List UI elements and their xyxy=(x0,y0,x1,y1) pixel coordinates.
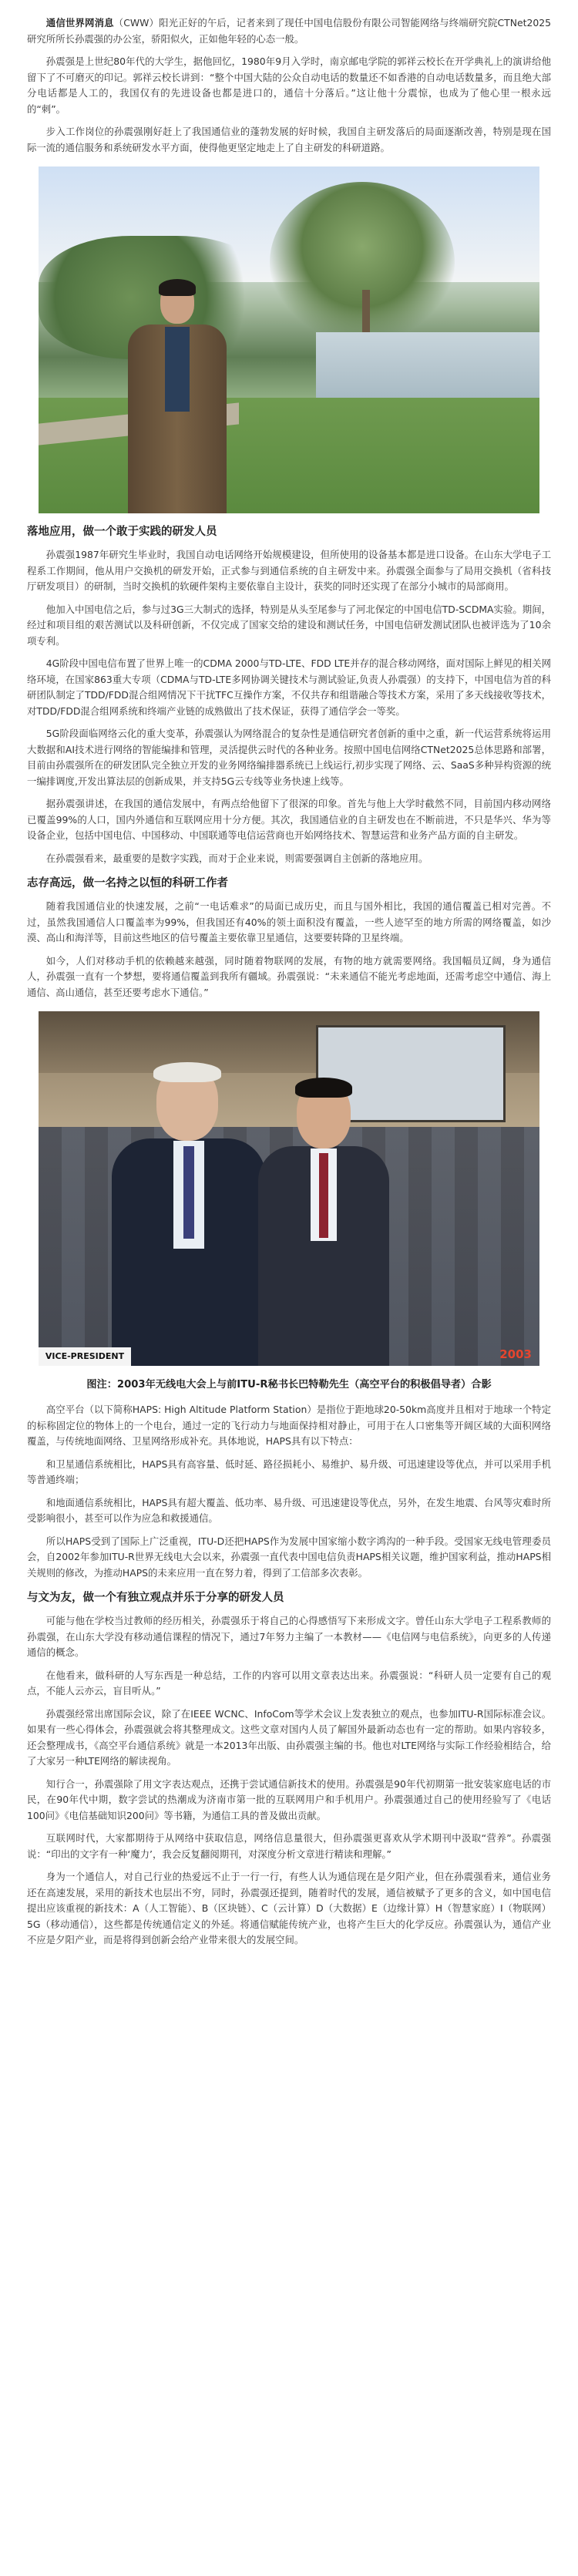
paragraph: 孙震强经常出席国际会议，除了在IEEE WCNC、InfoCom等学术会议上发表独立的观点，也参加ITU-R国际标准会议。如果有一些心得体会，孙震强就会将其整理成文。这些文章对国内人员了解国外最新动态也有一定的帮助。如果内容较多，还会整理成书，《高空平台通信系统》就是一本2013年出版、由孙震强主编的书。他也对LTE网络与实际工作经验相结合，给了大家另一种LTE网络的解读视角。 xyxy=(27,1707,551,1767)
paragraph: 所以HAPS受到了国际上广泛重视，ITU-D还把HAPS作为发展中国家缩小数字鸿沟的一种手段。受国家无线电管理委员会，自2002年参加ITU-R世界无线电大会以来，孙震强一直代表中国电信负责HAPS相关议题，维护国家利益，推动HAPS相关规则的修改，为推动HAPS的未来应用一直在努力着，得到了工信部多次表彰。 xyxy=(27,1535,551,1579)
person-hair xyxy=(159,279,196,296)
photo-person-right xyxy=(258,1081,389,1366)
paragraph: 孙震强是上世纪80年代的大学生，据他回忆，1980年9月入学时，南京邮电学院的郭祥云校长在开学典礼上的演讲给他留下了不可磨灭的印记。郭祥云校长讲到：“整个中国大陆的公众自动电话的数量还不如香港的自动电话数量多，而且绝大部分电话都是人工的，我国仅有的先进设备也都是进口的，通信十分落后。”这让他十分震惊，也成为了他心里一根永远的“刺”。 xyxy=(27,55,551,115)
portrait-photo-outdoor xyxy=(39,166,539,513)
paragraph: 在孙震强看来，最重要的是数字实践，而对于企业来说，则需要强调自主创新的落地应用。 xyxy=(45,852,428,864)
person-tie xyxy=(183,1146,194,1239)
paragraph: 他加入中国电信之后，参与过3G三大制式的选择，特别是从头至尾参与了河北保定的中国电信TD-SCDMA实验。期间，经过和项目组的艰苦测试以及科研创新，不仅完成了国家交给的建设和测试任务，中国电信研发测试团队也被评选为了10余项专利。 xyxy=(27,603,551,647)
paragraph: 互联网时代，大家都期待于从网络中获取信息，网络信息量很大，但孙震强更喜欢从学术期刊中汲取“营养”。孙震强说：“印出的文字有一种‘魔力’，我会反复翻阅期刊，对深度分析文章进行精读和理解。” xyxy=(27,1832,551,1860)
section-heading: 志存高远，做一名持之以恒的科研工作者 xyxy=(27,877,228,889)
section-heading: 与文为友，做一个有独立观点并乐于分享的研发人员 xyxy=(27,1592,284,1604)
paragraph: 高空平台（以下简称HAPS: High Altitude Platform Station）是指位于距地球20-50km高度并且相对于地球一个特定的标称固定位的物体上的一个电台，通过一定的飞行动力与地面保持相对静止，可用于在人口密集等开阔区域的大面积网络覆盖，与传统地面网络、卫星网络形成补充。具体地说，HAPS具有以下特点： xyxy=(27,1404,551,1447)
photo-caption: 图注：2003年无线电大会上与前ITU-R秘书长巴特勒先生（高空平台的积极倡导者）合影 xyxy=(86,1379,492,1391)
paragraph: 和地面通信系统相比，HAPS具有超大覆盖、低功率、易升级、可迅速建设等优点，另外，在发生地震、台风等灾难时所受影响很小，甚至可以作为应急和救援通信。 xyxy=(27,1496,551,1524)
section-heading: 落地应用，做一个敢于实践的研发人员 xyxy=(27,526,217,538)
photo-person xyxy=(123,282,231,513)
name-sign: VICE-PRESIDENT xyxy=(39,1347,131,1366)
paragraph: 随着我国通信业的快速发展，之前“一电话难求”的局面已成历史，而且与国外相比，我国的通信覆盖已相对完善。不过，虽然我国通信人口覆盖率为99%，但我国还有40%的领土面积没有覆盖，一些人迹罕至的地方所需的网络覆盖，如沙漠、高山和海洋等，目前这些地区的信号覆盖主要依靠卫星通信，这要要转降的卫星终端。 xyxy=(27,900,551,943)
paragraph: 身为一个通信人，对自己行业的热爱远不止于一行一行，有些人认为通信现在是夕阳产业，但在孙震强看来，通信业务还在高速发展，采用的新技术也层出不穷，同时，孙震强还提到，随着时代的发展，通信被赋予了更多的含义，如中国电信提出应该重视的新技术：A（人工智能）、B（区块链）、C（云计算）D（大数据）E（边缘计算）H（智慧家庭）I（物联网）5G（移动通信），这些都是传统通信定义的外延。将通信赋能传统产业，也将产生巨大的化学反应。孙震强认为，通信产业不应是夕阳产业，而是将得到创新会给产业带来很大的发展空间。 xyxy=(27,1871,551,1945)
paragraph: 知行合一，孙震强除了用文字表达观点，还携于尝试通信新技术的使用。孙震强是90年代初期第一批安装家庭电话的市民，在90年代中期，数字尝试的热潮成为济南市第一批的互联网用户和手机用户。孙震强通过自己的使用经验写了《电话100问》《电信基础知识200问》等书籍，为通信工具的普及做出贡献。 xyxy=(27,1777,551,1821)
paragraph: 据孙震强讲述，在我国的通信发展中，有两点给他留下了很深的印象。首先与他上大学时截然不同，目前国内移动网络已覆盖99%的人口，国内外通信和互联网应用十分方便。其次，我国通信业的自主研发也在不断前进，不只是华兴、华为等设备企业，包括中国电信、中国移动、中国联通等电信运营商也开始网络技术、智慧运营和业务产品方面的自主研发。 xyxy=(27,798,551,841)
paragraph: 在他看来，做科研的人写东西是一种总结，工作的内容可以用文章表达出来。孙震强说：“科研人员一定要有自己的观点，不能人云亦云，盲目听从。” xyxy=(27,1669,551,1697)
paragraph: 和卫星通信系统相比，HAPS具有高容量、低时延、路径损耗小、易维护、易升级、可迅速建设等优点，并可以采用手机等普通终端； xyxy=(27,1458,551,1485)
paragraph: 5G阶段面临网络云化的重大变革，孙震强认为网络混合的复杂性是通信研究者创新的重中之重，新一代运营系统将运用大数据和AI技术进行网络的智能编排和管理，灵活提供云时代的各种业务。按照中国电信网络CTNet2025总体思路和部署，目前由孙震强所在的研发团队完全独立开发的业务网络编排器系统已上线运行,初步实现了网络、云、SaaS多种异构资源的统一编排调度,开发出算法层的创新成果，并支持5G云专线等业务快速上线等。 xyxy=(27,728,551,787)
paragraph: 可能与他在学校当过教师的经历相关，孙震强乐于将自己的心得感悟写下来形成文字。曾任山东大学电子工程系教师的孙震强，在山东大学没有移动通信课程的情况下，通过7年努力主编了一本教材——《电信网与电信系统》，向更多的人传递通信的概念。 xyxy=(27,1615,551,1658)
lead-source: 通信世界网消息 xyxy=(45,17,114,29)
paragraph-text: （CWW）阳光正好的午后，记者来到了现任中国电信股份有限公司智能网络与终端研究院CTNet2025研究所所长孙震强的办公室，骄阳似火，正如他年轻的心态一般。 xyxy=(27,17,551,45)
paragraph: 步入工作岗位的孙震强刚好赶上了我国通信业的蓬勃发展的好时候，我国自主研发落后的局面逐渐改善，特别是现在国际一流的通信服务和系统研发水平方面，使得他更坚定地走上了自主研发的科研道路。 xyxy=(27,126,551,153)
person-tie xyxy=(319,1153,328,1238)
paragraph: 如今，人们对移动手机的依赖越来越强，同时随着物联网的发展，有物的地方就需要网络。我国幅员辽阔，身为通信人，孙震强一直有一个梦想，要将通信覆盖到我所有疆域。孙震强说：“未来通信不能光考虑地面，还需考虑空中通信、海上通信、高山通信，甚至还要考虑水下通信。” xyxy=(27,954,551,998)
person-hair xyxy=(295,1078,352,1098)
photo-date-stamp: 2003 xyxy=(499,1347,532,1361)
person-hair xyxy=(153,1062,221,1082)
article-body xyxy=(27,0,551,1949)
photo-person-left xyxy=(112,1065,266,1366)
conference-photo xyxy=(39,1011,539,1366)
person-shirt xyxy=(165,327,190,412)
paragraph: 4G阶段中国电信布置了世界上唯一的CDMA 2000与TD-LTE、FDD LTE并存的混合移动网络，面对国际上鲜见的相关网络环境，在国家863重大专项（CDMA与TD-LTE多网协调关键技术与测试验证,负责人孙震强）的支持下，中国电信为首的科研团队制定了TDD/FDD混合组网情况下干扰TFC互操作方案，不仅共存和组谐融合等技术方案，采用了多天线接收等技术，对TDD/FDD混合组网系统和终端产业链的成熟做出了技术保证，获得了通信学会一等奖。 xyxy=(27,657,551,717)
paragraph-intro xyxy=(27,15,551,47)
paragraph: 孙震强1987年研究生毕业时，我国自动电话网络开始规模建设，但所使用的设备基本都是进口设备。在山东大学电子工程系工作期间，他从用户交换机的研发开始，正式参与到通信系统的自主研发中来。孙震强全面参与了局用交换机（省科技厅研发项目）的研制，当时交换机的软硬件架构主要依靠自主设计，获奖的同时还实现了在部分小城市的局部商用。 xyxy=(27,549,551,592)
